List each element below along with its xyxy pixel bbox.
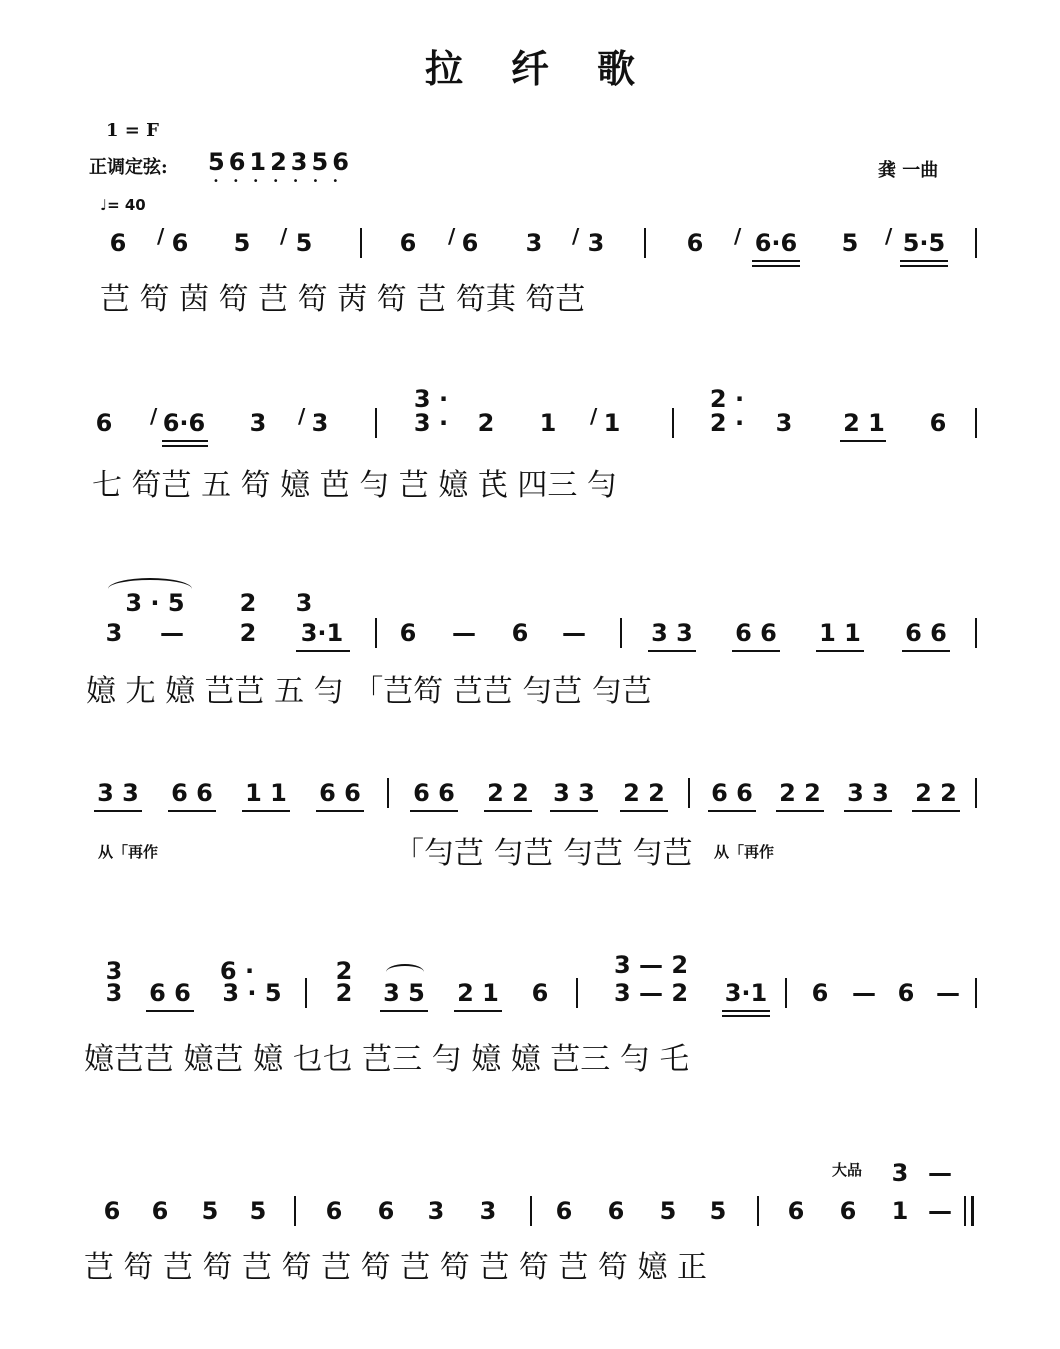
- tablature-note-left: 从「再作: [98, 843, 159, 861]
- note: 6 6: [319, 779, 361, 807]
- note: 6: [325, 1197, 343, 1225]
- slide-mark: /: [885, 224, 893, 248]
- beam-line: [752, 265, 800, 267]
- note: 6: [897, 979, 915, 1007]
- tuning-label: 正调定弦:: [89, 157, 168, 178]
- note: —: [928, 1197, 952, 1225]
- note: 3 3: [97, 779, 139, 807]
- note: 3 3: [651, 619, 693, 647]
- note: 5: [249, 1197, 267, 1225]
- note: 3 3: [847, 779, 889, 807]
- note: 6: [103, 1197, 121, 1225]
- note: 6: [929, 409, 947, 437]
- bar-line: [387, 778, 389, 808]
- beam-line: [722, 1010, 770, 1012]
- upper-note: 2 ·: [709, 385, 745, 413]
- note: 5: [201, 1197, 219, 1225]
- note: 6 6: [413, 779, 455, 807]
- beam-line: [620, 810, 668, 812]
- note: 6: [686, 229, 704, 257]
- note: 3: [311, 409, 329, 437]
- note: 6: [377, 1197, 395, 1225]
- note: 3·1: [724, 979, 768, 1007]
- tuning-octave-dots: •••••••: [213, 176, 353, 187]
- notation-row-5: [0, 978, 1060, 1008]
- beam-line: [902, 650, 950, 652]
- beam-line: [162, 440, 208, 442]
- note: 6: [555, 1197, 573, 1225]
- note: 1: [603, 409, 621, 437]
- page-title: 拉纤歌: [424, 46, 683, 91]
- bar-line: [305, 978, 307, 1008]
- bar-line: [964, 1196, 966, 1226]
- notation-row-6: [0, 1196, 1060, 1226]
- beam-line: [454, 1010, 502, 1012]
- note: 6 6: [735, 619, 777, 647]
- note: —: [452, 619, 476, 647]
- beam-line: [316, 810, 364, 812]
- beam-line: [484, 810, 532, 812]
- note: 6: [531, 979, 549, 1007]
- slide-mark: /: [157, 224, 165, 248]
- note: 6: [787, 1197, 805, 1225]
- slide-mark: /: [298, 404, 306, 428]
- quarter-note-icon: ♩: [100, 196, 108, 214]
- bar-line: [757, 1196, 759, 1226]
- note: 5: [841, 229, 859, 257]
- note: 1: [539, 409, 557, 437]
- tablature-row-6: 芑 笱 芑 笱 芑 笱 芑 笱 芑 笱 芑 笱 芑 笱 嬑 正: [84, 1250, 708, 1285]
- tablature-row-2: 七 笱芑 五 笱 嬑 芭 勻 芑 嬑 芪 四三 勻: [92, 468, 617, 503]
- beam-line: [242, 810, 290, 812]
- beam-line: [776, 810, 824, 812]
- note: 2: [335, 979, 353, 1007]
- note: 6: [151, 1197, 169, 1225]
- upper-note: 3 ·: [413, 385, 449, 413]
- tablature-row-1: 芑 笱 茵 笱 芑 笱 苪 笱 芑 笱萁 笱芑: [100, 282, 586, 317]
- beam-line: [840, 440, 886, 442]
- beam-line: [168, 810, 216, 812]
- note: 5: [233, 229, 251, 257]
- note: 6: [811, 979, 829, 1007]
- upper-note: 3: [891, 1159, 909, 1187]
- beam-line: [380, 1010, 428, 1012]
- bar-line: [375, 618, 377, 648]
- beam-line: [816, 650, 864, 652]
- note: 3: [525, 229, 543, 257]
- bar-line: [975, 408, 977, 438]
- composer: 龚 一曲: [878, 160, 939, 181]
- note: 5: [295, 229, 313, 257]
- note: 2 2: [915, 779, 957, 807]
- note: 6: [171, 229, 189, 257]
- note: 2 ·: [709, 409, 745, 437]
- beam-line: [94, 810, 142, 812]
- note: 3: [105, 979, 123, 1007]
- upper-note: 3: [105, 957, 123, 985]
- bar-line: [360, 228, 362, 258]
- note: 6: [839, 1197, 857, 1225]
- note: 3: [587, 229, 605, 257]
- note: 6 6: [711, 779, 753, 807]
- bar-line: [375, 408, 377, 438]
- note: 3: [249, 409, 267, 437]
- note: 2 2: [487, 779, 529, 807]
- tablature-row-5: 嬑芑芑 嬑芑 嬑 乜乜 芑三 勻 嬑 嬑 芑三 勻 乇: [84, 1042, 690, 1077]
- note: 5·5: [902, 229, 946, 257]
- notation-row-1: [0, 224, 1060, 258]
- upper-note: 2: [335, 957, 353, 985]
- note: 6 6: [149, 979, 191, 1007]
- note: 3: [427, 1197, 445, 1225]
- bar-line: [530, 1196, 532, 1226]
- beam-line: [648, 650, 696, 652]
- note: 2 2: [623, 779, 665, 807]
- beam-line: [708, 810, 756, 812]
- beam-line: [162, 445, 208, 447]
- tempo-marking: [100, 196, 146, 214]
- slide-mark: /: [590, 404, 598, 428]
- note: 2 1: [843, 409, 885, 437]
- key-signature: 1 = F: [106, 120, 159, 141]
- note: 5: [709, 1197, 727, 1225]
- note: 2: [477, 409, 495, 437]
- upper-note: —: [928, 1159, 952, 1187]
- note: —: [852, 979, 876, 1007]
- bar-line: [975, 618, 977, 648]
- note: 6 6: [171, 779, 213, 807]
- bar-line: [672, 408, 674, 438]
- beam-line: [296, 650, 350, 652]
- note: 6: [95, 409, 113, 437]
- upper-note: 3 — 2: [613, 951, 689, 979]
- tempo-value: = 40: [107, 196, 146, 214]
- bar-line: [644, 228, 646, 258]
- slide-mark: /: [572, 224, 580, 248]
- note: 6·6: [162, 409, 206, 437]
- notation-row-3: [0, 618, 1060, 648]
- beam-line: [844, 810, 892, 812]
- note: 6: [607, 1197, 625, 1225]
- upper-note: 2: [239, 589, 257, 617]
- note: 2 2: [779, 779, 821, 807]
- note: 6: [399, 619, 417, 647]
- note: 3 ·: [413, 409, 449, 437]
- beam-line: [146, 1010, 194, 1012]
- technique-label: 大品: [832, 1161, 863, 1179]
- note: 1 1: [245, 779, 287, 807]
- bar-line: [688, 778, 690, 808]
- upper-note: 3: [295, 589, 313, 617]
- tablature-row-4: 「勻芑 勻芑 勻芑 勻芑: [394, 836, 693, 871]
- note: 3: [775, 409, 793, 437]
- note: 6: [399, 229, 417, 257]
- beam-line: [900, 265, 948, 267]
- note: 1 1: [819, 619, 861, 647]
- note: 3: [479, 1197, 497, 1225]
- notation-row-2: [0, 404, 1060, 438]
- bar-line: [620, 618, 622, 648]
- note: 3 — 2: [613, 979, 689, 1007]
- upper-note: 6 ·: [219, 957, 255, 985]
- bar-line: [294, 1196, 296, 1226]
- note: 3 5: [383, 979, 425, 1007]
- beam-line: [912, 810, 960, 812]
- upper-note: 3 · 5: [125, 589, 185, 617]
- note: 2 1: [457, 979, 499, 1007]
- bar-line: [785, 978, 787, 1008]
- slide-mark: /: [448, 224, 456, 248]
- note: 3 · 5: [222, 979, 282, 1007]
- note: 3: [105, 619, 123, 647]
- slide-mark: /: [150, 404, 158, 428]
- beam-line: [550, 810, 598, 812]
- note: 6: [461, 229, 479, 257]
- note: 1: [891, 1197, 909, 1225]
- slide-mark: /: [280, 224, 288, 248]
- note: 2: [239, 619, 257, 647]
- note: 6 6: [905, 619, 947, 647]
- note: —: [562, 619, 586, 647]
- tablature-row-3: 嬑 尢 嬑 芑芑 五 勻 「芑笱 芑芑 勻芑 勻芑: [86, 674, 652, 709]
- bar-line: [975, 778, 977, 808]
- note: —: [936, 979, 960, 1007]
- beam-line: [410, 810, 458, 812]
- beam-line: [732, 650, 780, 652]
- note: 3 3: [553, 779, 595, 807]
- tuning-notes: 5612356: [208, 148, 353, 176]
- beam-line: [752, 260, 800, 262]
- tablature-note-right: 从「再作: [714, 843, 775, 861]
- bar-line: [576, 978, 578, 1008]
- bar-line: [975, 228, 977, 258]
- bar-line: [975, 978, 977, 1008]
- final-bar-line: [971, 1196, 974, 1226]
- note: —: [160, 619, 184, 647]
- note: 3·1: [300, 619, 344, 647]
- note: 5: [659, 1197, 677, 1225]
- beam-line: [900, 260, 948, 262]
- note: 6: [109, 229, 127, 257]
- note: 6·6: [754, 229, 798, 257]
- beam-line: [722, 1015, 770, 1017]
- slide-mark: /: [734, 224, 742, 248]
- notation-row-4: [0, 778, 1060, 808]
- note: 6: [511, 619, 529, 647]
